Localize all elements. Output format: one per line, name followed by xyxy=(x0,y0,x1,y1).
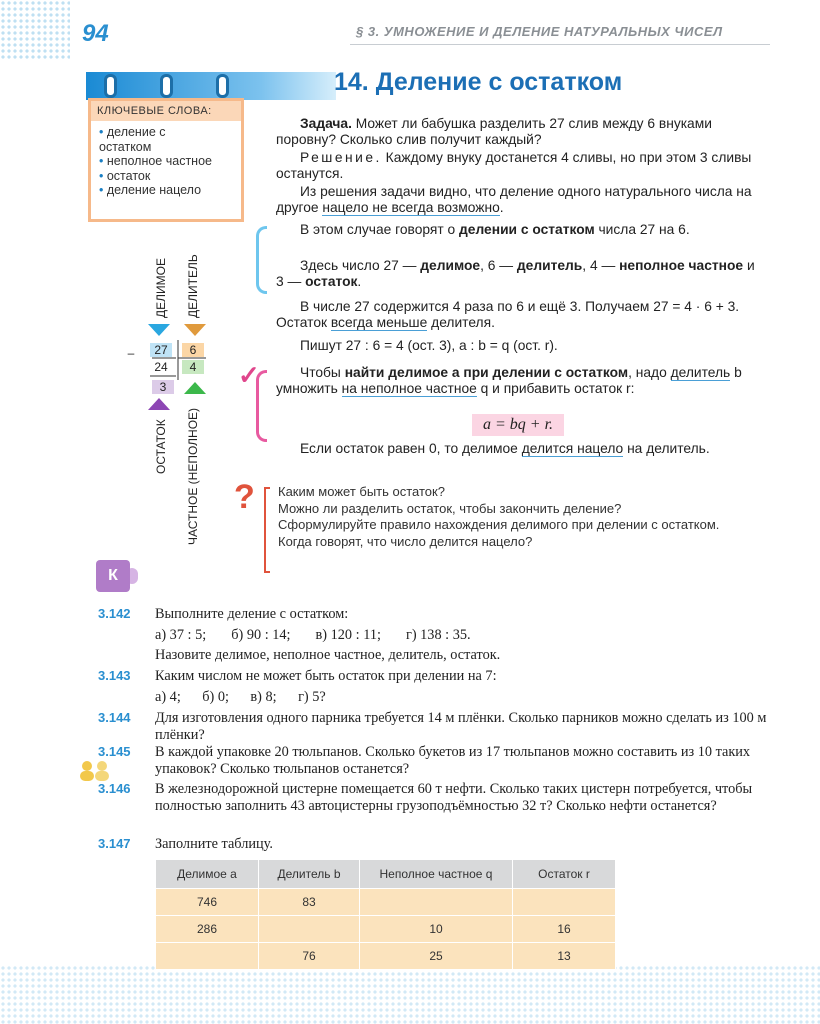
k-badge: К xyxy=(96,560,130,592)
exercise-text: В железнодорожной цистерне помещается 60 т нефти. Сколько таких цистерн потребуется, чтобы полностью заполнить 43 автоцистерны грузоподъёмностью 32 т? Сколько нефти останется? xyxy=(155,781,753,814)
text: Из решения задачи видно, что деление одного натурального числа на другое xyxy=(276,184,752,216)
table-cell xyxy=(259,916,360,943)
arrow-down-icon xyxy=(184,324,206,336)
task-text: Может ли бабушка разделить 27 слив между 6 внуками поровну? Сколько слив получит каждый? xyxy=(276,116,712,148)
table-cell: 286 xyxy=(156,916,259,943)
exercise-3144 xyxy=(98,710,778,744)
underlined-text: на неполное частное xyxy=(341,381,477,397)
arrow-down-icon xyxy=(148,324,170,336)
arrow-up-icon xyxy=(184,382,206,394)
corner-pattern-top xyxy=(0,0,70,60)
text: Чтобы xyxy=(300,365,345,380)
remainder-value: 3 xyxy=(152,380,174,394)
exercise-number: 3.147 xyxy=(98,836,131,851)
column-header: Делимое a xyxy=(156,860,259,889)
solution-text: Каждому внуку достанется 4 сливы, но при этом 3 сливы останутся. xyxy=(276,150,752,182)
fill-in-table xyxy=(155,859,616,970)
underlined-text: нацело не всегда возможно xyxy=(322,200,500,216)
text: , 4 — xyxy=(582,258,620,273)
exercise-3147 xyxy=(98,836,778,854)
underlined-text: делитель xyxy=(670,365,731,380)
exercise-3143 xyxy=(98,668,778,706)
section-header: § 3. УМНОЖЕНИЕ И ДЕЛЕНИЕ НАТУРАЛЬНЫХ ЧИСЕЛ xyxy=(356,24,723,39)
text: Здесь число 27 — xyxy=(300,258,421,273)
keywords-box xyxy=(88,98,244,222)
column-header: Неполное частное q xyxy=(360,860,513,889)
keywords-heading: КЛЮЧЕВЫЕ СЛОВА: xyxy=(91,101,241,121)
paragraph-conclusion: Из решения задачи видно, что деление одного натурального числа на другое нацело не всегда возможно. xyxy=(276,184,752,216)
exercise-number: 3.144 xyxy=(98,710,131,725)
bold-term: делении с остатком xyxy=(459,222,595,237)
text: В числе 27 содержится 4 раза по 6 и ещё 3. Получаем 27 = 4 · 6 + 3. Остаток xyxy=(276,299,740,331)
exercise-3145 xyxy=(98,744,778,778)
bold-term: делимое xyxy=(420,258,481,273)
keyword-item: • деление с остатком xyxy=(99,125,179,154)
exercise-3146 xyxy=(98,781,778,831)
formula: a = bq + r. xyxy=(472,414,564,436)
exercise-3142 xyxy=(98,606,778,662)
exercise-line: Каким числом не может быть остаток при делении на 7: xyxy=(155,668,497,684)
header-rule xyxy=(350,44,770,45)
paragraph-notation: Пишут 27 : 6 = 4 (ост. 3), a : b = q (ост. r). xyxy=(300,338,558,353)
bold-term: найти делимое a при делении с остатком xyxy=(344,365,629,380)
table-header-row xyxy=(156,860,616,889)
page-number: 94 xyxy=(82,20,109,47)
exercise-number: 3.145 xyxy=(98,744,131,759)
exercise-text: Заполните таблицу. xyxy=(155,836,273,852)
text: Если остаток равен 0, то делимое xyxy=(300,441,522,456)
exercise-number: 3.142 xyxy=(98,606,131,621)
table-cell xyxy=(156,943,259,970)
text: В этом случае говорят о xyxy=(300,222,460,237)
exercise-line: а) 4; б) 0; в) 8; г) 5? xyxy=(155,688,326,705)
underlined-text: всегда меньше xyxy=(330,315,428,331)
keyword-item: • остаток xyxy=(99,169,241,184)
divisor-value: 6 xyxy=(182,343,204,357)
keyword-item: • деление нацело xyxy=(99,183,241,198)
binder-ring-icon xyxy=(104,74,117,98)
exercise-text xyxy=(155,606,771,664)
table-row xyxy=(156,889,616,916)
binder-ring-icon xyxy=(160,74,173,98)
bold-term: делитель xyxy=(516,258,583,273)
table-cell: 83 xyxy=(259,889,360,916)
text: делителя. xyxy=(427,315,495,331)
bracket-pink xyxy=(256,370,267,442)
text: и 3 — xyxy=(276,258,755,290)
table-row xyxy=(156,916,616,943)
bracket-blue xyxy=(256,226,267,294)
question-bracket xyxy=(264,487,270,573)
column-header: Делитель b xyxy=(259,860,360,889)
paragraph-definition xyxy=(276,222,766,238)
table-cell: 746 xyxy=(156,889,259,916)
bold-term: неполное частное xyxy=(619,258,744,273)
table-cell: 10 xyxy=(360,916,513,943)
exercise-text xyxy=(155,668,771,705)
exercise-text: Для изготовления одного парника требуется 14 м плёнки. Сколько парников можно сделать из 100 м плёнки? xyxy=(155,710,767,743)
question-item: Каким может быть остаток? xyxy=(278,484,445,499)
table-cell xyxy=(360,889,513,916)
dividend-label: ДЕЛИМОЕ xyxy=(154,258,168,318)
quotient-value: 4 xyxy=(182,360,204,374)
bold-term: остаток xyxy=(305,274,358,290)
paragraph-terms: Здесь число 27 — делимое, 6 — делитель, 4 — неполное частное и 3 — остаток. xyxy=(276,258,755,290)
product-value: 24 xyxy=(154,360,168,374)
solution-label: Решение. xyxy=(300,150,382,165)
task-label: Задача. xyxy=(300,116,352,131)
keyword-item: • неполное частное xyxy=(99,154,241,169)
question-item: Когда говорят, что число делится нацело? xyxy=(278,533,533,549)
exercise-number: 3.146 xyxy=(98,781,131,796)
text: b умножить xyxy=(276,365,742,397)
paragraph-solution xyxy=(276,150,766,182)
title-bar xyxy=(86,72,336,100)
text: q и прибавить остаток r: xyxy=(476,381,635,397)
table-cell: 16 xyxy=(513,916,616,943)
questions-list xyxy=(278,484,768,550)
corner-pattern-bottom xyxy=(0,965,820,1024)
exercise-text: В каждой упаковке 20 тюльпанов. Сколько букетов из 17 тюльпанов можно составить из 10 таких упаковок? Сколько тюльпанов останется? xyxy=(155,744,751,777)
page-title: 14. Деление с остатком xyxy=(334,68,623,96)
paragraph-example xyxy=(276,299,766,331)
table-cell: 76 xyxy=(259,943,360,970)
remainder-label: ОСТАТОК xyxy=(154,419,168,474)
arrow-up-icon xyxy=(148,398,170,410)
table-row xyxy=(156,943,616,970)
text: , 6 — xyxy=(480,258,517,273)
binder-ring-icon xyxy=(216,74,229,98)
text: , надо xyxy=(628,365,671,380)
underlined-text: делится нацело xyxy=(521,441,624,456)
table-cell: 13 xyxy=(513,943,616,970)
text: на делитель. xyxy=(623,441,710,456)
divisor-label: ДЕЛИТЕЛЬ xyxy=(186,254,200,318)
dividend-value: 27 xyxy=(150,343,172,357)
table-cell: 25 xyxy=(360,943,513,970)
keywords-list xyxy=(91,121,241,198)
text: числа 27 на 6. xyxy=(594,222,690,237)
exercise-number: 3.143 xyxy=(98,668,131,683)
exercise-line: Выполните деление с остатком: xyxy=(155,606,349,622)
question-mark-icon: ? xyxy=(234,478,255,516)
exercise-line: Назовите делимое, неполное частное, делитель, остаток. xyxy=(155,647,501,663)
exercise-line: а) 37 : 5; б) 90 : 14; в) 120 : 11; г) 138 : 35. xyxy=(155,626,471,643)
quotient-label: ЧАСТНОЕ (НЕПОЛНОЕ) xyxy=(186,407,200,545)
minus-sign: – xyxy=(127,346,135,360)
paragraph-rule xyxy=(276,365,766,397)
checkmark-icon: ✓ xyxy=(238,360,260,390)
paragraph-zero-remainder xyxy=(276,441,766,457)
question-item: Сформулируйте правило нахождения делимого при делении с остатком. xyxy=(278,517,720,532)
table-cell xyxy=(513,889,616,916)
column-header: Остаток r xyxy=(513,860,616,889)
paragraph-task xyxy=(276,116,766,148)
question-item: Можно ли разделить остаток, чтобы закончить деление? xyxy=(278,500,622,516)
